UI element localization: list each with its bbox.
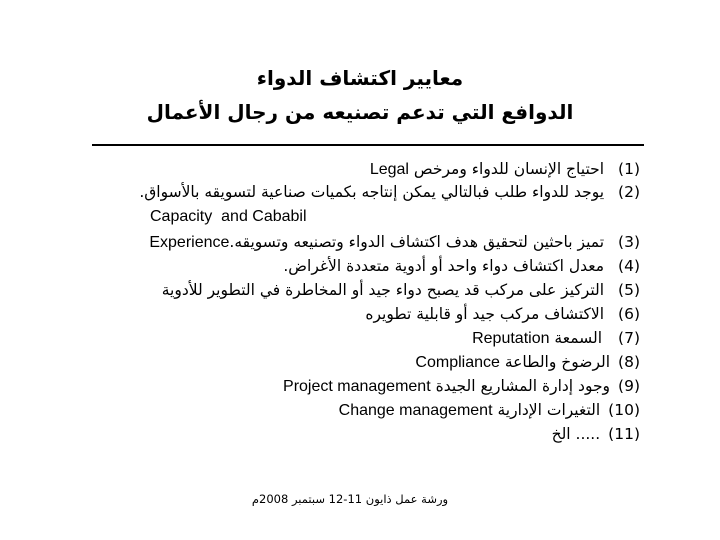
item-text: الاكتشاف مركب جيد أو قابلية تطويره bbox=[365, 305, 605, 323]
list-item-4 bbox=[86, 255, 640, 278]
item-number: (2) bbox=[618, 183, 640, 201]
item-text: التركيز على مركب قد يصبح دواء جيد أو المخاطرة في التطوير للأدوية bbox=[161, 281, 605, 299]
item-number: (1) bbox=[618, 160, 640, 178]
item-latin: Experience bbox=[149, 234, 230, 251]
slide-title: معايير اكتشاف الدواء bbox=[256, 66, 464, 90]
item-text: السمعة bbox=[549, 329, 603, 347]
slide-subtitle: الدوافع التي تدعم تصنيعه من رجال الأعمال bbox=[146, 100, 574, 124]
item-number: (5) bbox=[618, 281, 640, 299]
item-number: (3) bbox=[618, 233, 640, 251]
item-text: تميز باحثين لتحقيق هدف اكتشاف الدواء وتصنيعه وتسويقه. bbox=[229, 233, 605, 251]
list-item-11 bbox=[86, 423, 640, 446]
list-item-9 bbox=[86, 375, 640, 398]
list-item-5 bbox=[86, 279, 640, 302]
item-number: (7) bbox=[618, 329, 640, 347]
list-item-3 bbox=[86, 231, 640, 254]
item-number: (8) bbox=[618, 353, 640, 371]
item-number: (11) bbox=[608, 425, 640, 443]
item-number: (9) bbox=[618, 377, 640, 395]
item-text: الرضوخ والطاعة bbox=[499, 353, 611, 371]
item-text: التغيرات الإدارية bbox=[492, 401, 601, 419]
item-number: (10) bbox=[608, 401, 640, 419]
item-text: ..... الخ bbox=[551, 425, 601, 443]
item-number: (6) bbox=[618, 305, 640, 323]
item-latin: Project management bbox=[283, 378, 431, 395]
title-divider bbox=[92, 144, 644, 146]
item-latin: Compliance bbox=[415, 354, 500, 371]
item-continuation: Capacity and Cababil bbox=[150, 208, 307, 225]
list-item-6 bbox=[86, 303, 640, 326]
item-latin: Legal bbox=[369, 161, 409, 178]
item-latin: Change management bbox=[338, 402, 493, 419]
list-item-2 bbox=[86, 181, 640, 204]
list-item-8 bbox=[86, 351, 640, 374]
list-item-7 bbox=[86, 327, 640, 350]
item-number: (4) bbox=[618, 257, 640, 275]
list-item-10 bbox=[86, 399, 640, 422]
item-text: احتياج الإنسان للدواء ومرخص bbox=[408, 160, 605, 178]
list-item-1 bbox=[86, 158, 640, 181]
item-text: معدل اكتشاف دواء واحد أو أدوية متعددة الأغراض. bbox=[283, 257, 605, 275]
item-latin: Reputation bbox=[472, 330, 550, 347]
item-text: يوجد للدواء طلب فبالتالي يمكن إنتاجه بكميات صناعية لتسويقه بالأسواق. bbox=[139, 183, 605, 201]
slide-footer: ورشة عمل ذايون 11-12 سبتمبر 2008م bbox=[251, 492, 449, 506]
item-text: وجود إدارة المشاريع الجيدة bbox=[430, 377, 611, 395]
